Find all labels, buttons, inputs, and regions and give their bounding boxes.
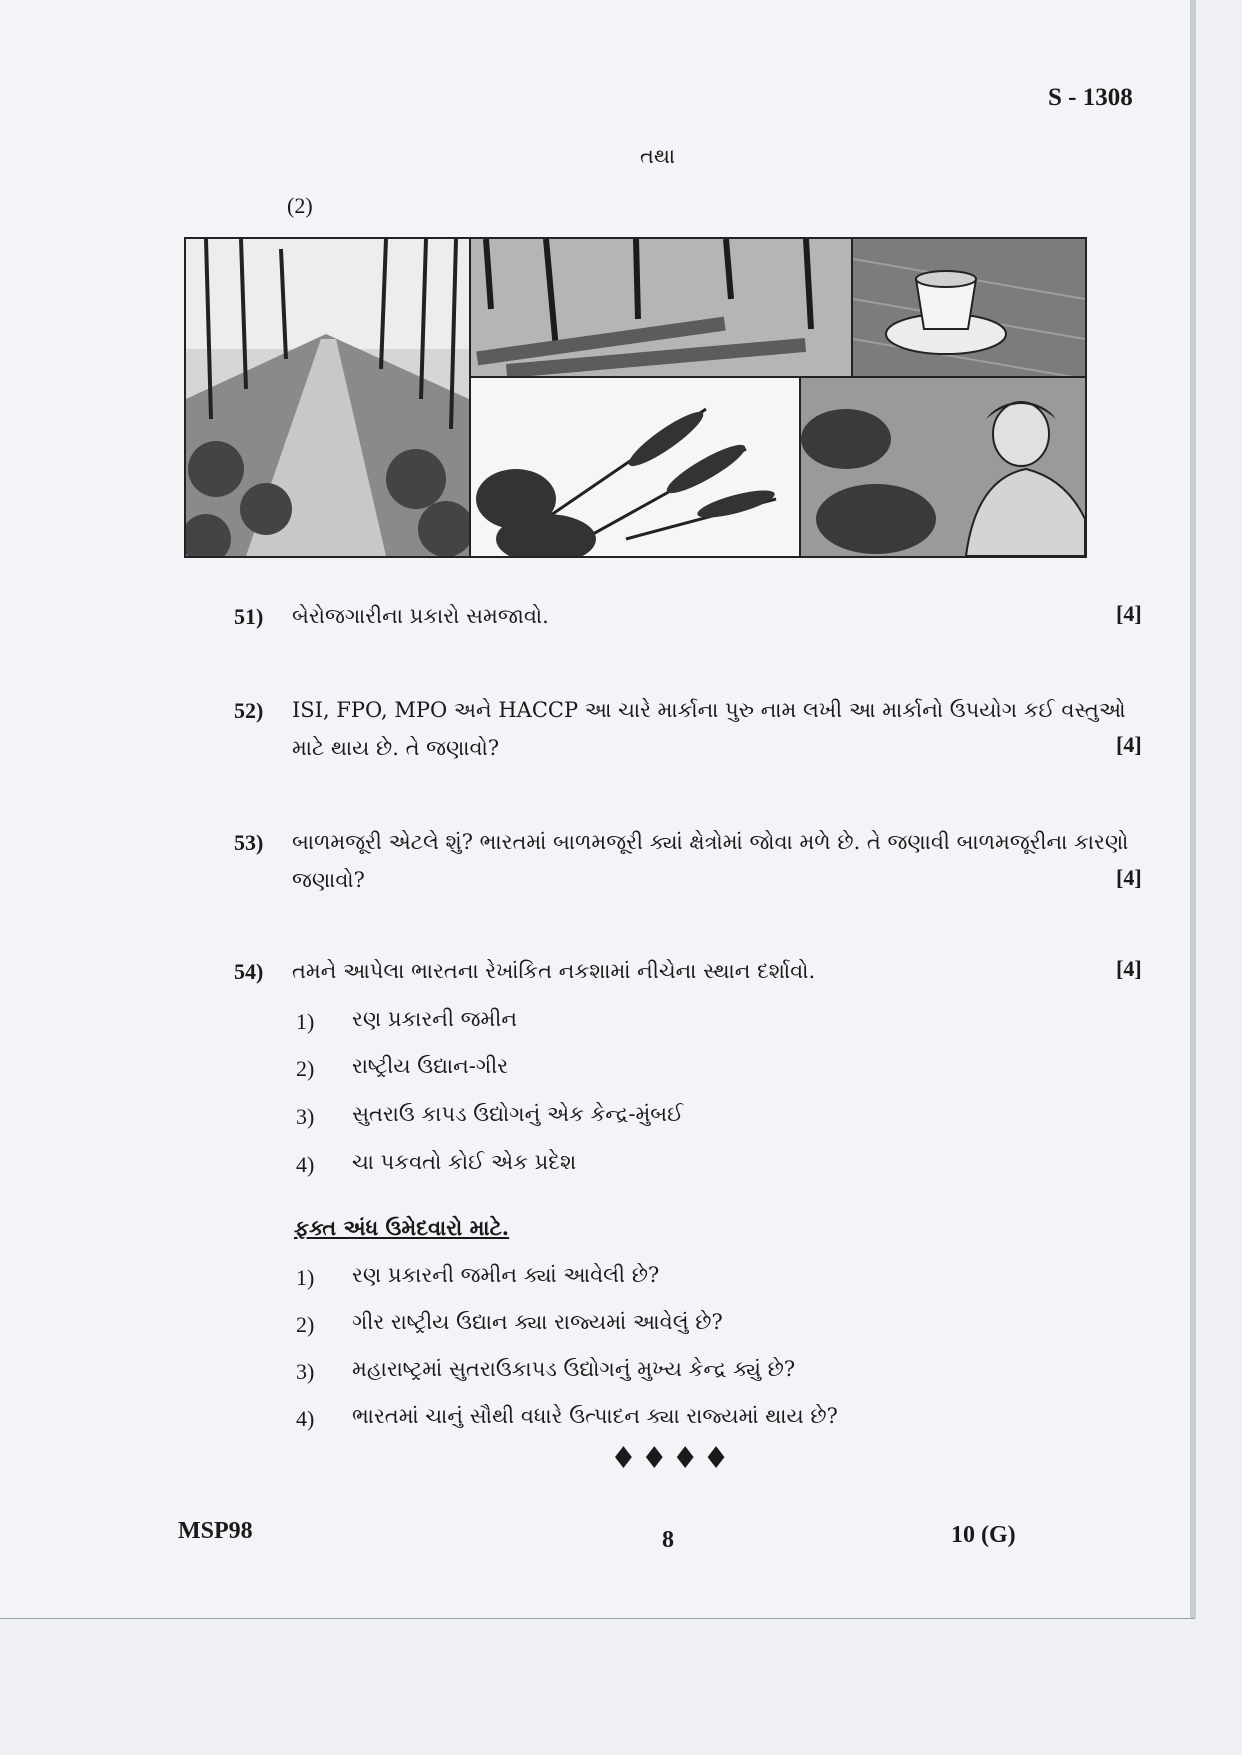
blind-section-heading: ફક્ત અંધ ઉમેદવારો માટે. xyxy=(294,1215,510,1240)
blind-item-text: રણ પ્રકારની જમીન ક્યાં આવેલી છે? xyxy=(352,1263,660,1287)
tea-cup-icon xyxy=(853,239,1085,379)
q54-marks: [4] xyxy=(1116,956,1142,981)
paper-code: S - 1308 xyxy=(1048,84,1133,111)
q52-text-line1: ISI, FPO, MPO અને HACCP આ ચારે માર્કાના પુરુ નામ લખી આ માર્કાનો ઉપયોગ કઈ વસ્તુઓ xyxy=(292,698,1126,722)
blind-item-number: 1) xyxy=(296,1265,315,1290)
q54-item-text: રાષ્ટ્રીય ઉદ્યાન-ગીર xyxy=(352,1054,509,1078)
q54-number: 54) xyxy=(234,959,264,984)
tea-garden-icon xyxy=(186,239,474,556)
q52-text-line2: માટે થાય છે. તે જણાવો? xyxy=(292,736,500,760)
end-of-questions-mark: ♦♦♦♦ xyxy=(610,1441,734,1476)
blind-item-number: 4) xyxy=(296,1406,315,1431)
q53-text-line2: જણાવો? xyxy=(292,868,365,892)
q54-item-number: 3) xyxy=(296,1104,315,1129)
blind-item-text: મહારાષ્ટ્રમાં સુતરાઉકાપડ ઉદ્યોગનું મુખ્ય કેન્દ્ર ક્યું છે? xyxy=(352,1357,796,1381)
q53-text-line1: બાળમજૂરી એટલે શું? ભારતમાં બાળમજૂરી ક્યાં ક્ષેત્રોમાં જોવા મળે છે. તે જણાવી બાળમજૂરીના કારણો xyxy=(292,830,1129,854)
connector-text: તથા xyxy=(640,144,676,168)
q54-item-number: 1) xyxy=(296,1009,315,1034)
q54-item-text: રણ પ્રકારની જમીન xyxy=(352,1007,517,1031)
blind-item-text: ભારતમાં ચાનું સૌથી વધારે ઉત્પાદન ક્યા રાજ્યમાં થાય છે? xyxy=(352,1404,838,1428)
q53-number: 53) xyxy=(234,830,264,855)
page-edge xyxy=(1190,0,1196,1618)
blind-item-number: 3) xyxy=(296,1359,315,1384)
log-forest-icon xyxy=(471,239,851,378)
q54-item-number: 4) xyxy=(296,1152,315,1177)
q54-item-text: ચા પકવતો કોઈ એક પ્રદેશ xyxy=(352,1150,577,1174)
tea-leaves-icon xyxy=(471,378,799,556)
tea-collage-figure xyxy=(184,237,1087,558)
footer-language-code: 10 (G) xyxy=(951,1522,1016,1548)
q51-text: બેરોજગારીના પ્રકારો સમજાવો. xyxy=(292,604,549,628)
q54-item-number: 2) xyxy=(296,1056,315,1081)
q54-text: તમને આપેલા ભારતના રેખાંકિત નકશામાં નીચેના સ્થાન દર્શાવો. xyxy=(292,959,816,983)
page-number: 8 xyxy=(662,1527,674,1553)
blind-item-text: ગીર રાષ્ટ્રીય ઉદ્યાન ક્યા રાજ્યમાં આવેલું છે? xyxy=(352,1310,723,1334)
q52-marks: [4] xyxy=(1116,732,1142,757)
q51-marks: [4] xyxy=(1116,601,1142,626)
q54-item-text: સુતરાઉ કાપડ ઉદ્યોગનું એક કેન્દ્ર-મુંબઈ xyxy=(352,1102,684,1126)
q53-marks: [4] xyxy=(1116,865,1142,890)
figure-label: (2) xyxy=(287,193,313,218)
footer-code: MSP98 xyxy=(178,1518,253,1544)
blind-item-number: 2) xyxy=(296,1312,315,1337)
q51-number: 51) xyxy=(234,604,264,629)
tea-picker-icon xyxy=(801,378,1085,556)
q52-number: 52) xyxy=(234,698,264,723)
